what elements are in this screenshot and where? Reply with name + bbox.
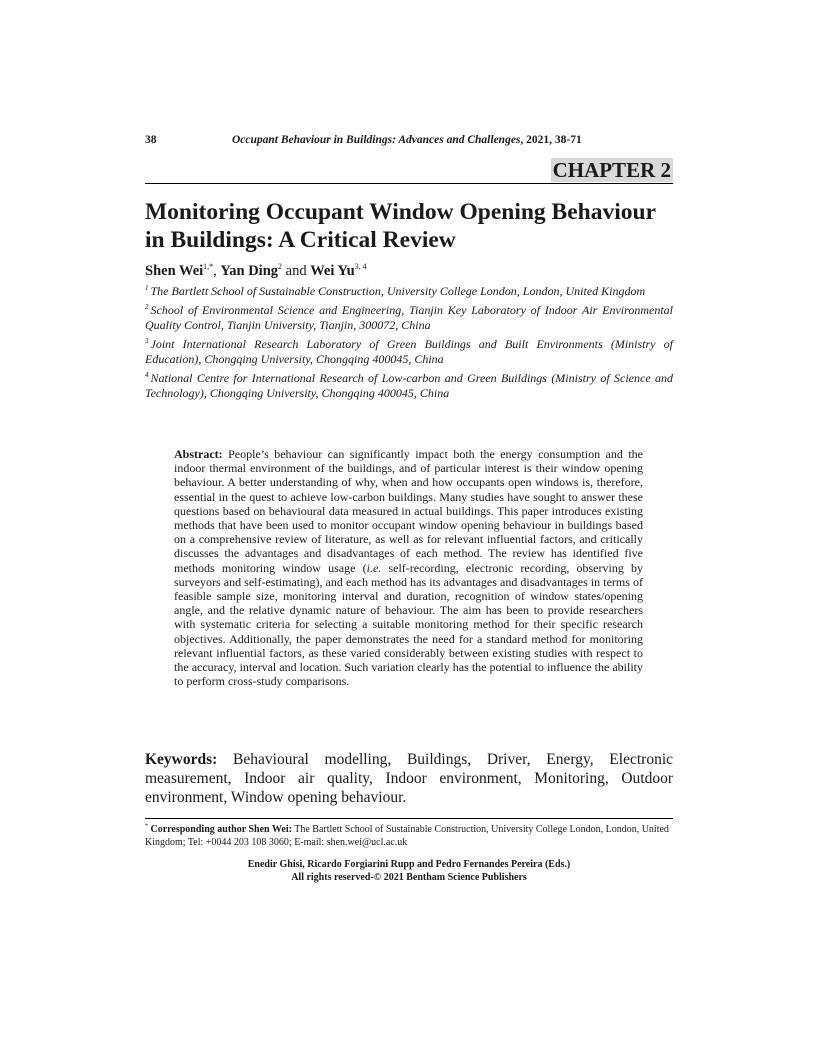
- affiliation-number: 4: [145, 370, 149, 379]
- keywords-text: Behavioural modelling, Buildings, Driver, Energy, Electronic measurement, Indoor air quality, Indoor environment, Monitoring, Outdoor environment, Window opening behaviour.: [145, 751, 673, 806]
- affiliation-text: Joint International Research Laboratory of Green Buildings and Built Environments (Ministry of Education), Chongqing University, Chongqing 400045, China: [145, 336, 673, 366]
- journal-year-pages: , 2021, 38-71: [520, 134, 582, 146]
- abstract: [174, 447, 643, 688]
- author-list: [145, 262, 673, 280]
- author-name: Shen Wei: [145, 263, 204, 279]
- affiliation-text: The Bartlett School of Sustainable Construction, University College London, London, United Kingdom: [150, 284, 646, 298]
- publisher-info: [145, 858, 673, 884]
- journal-citation: [232, 134, 582, 146]
- editors-line: Enedir Ghisi, Ricardo Forgiarini Rupp and Pedro Fernandes Pereira (Eds.): [247, 859, 571, 870]
- footnote-label: Corresponding author Shen Wei:: [148, 824, 292, 835]
- affiliation-list: [145, 284, 673, 405]
- author-affiliation-mark: 2: [278, 262, 283, 272]
- author-separator: ,: [213, 263, 221, 279]
- affiliation-text: National Centre for International Research of Low-carbon and Green Buildings (Ministry of Science and Technology), Chongqing University, Chongqing 400045, China: [145, 370, 673, 400]
- abstract-text: People’s behaviour can significantly impact both the energy consumption and the indoor thermal environment of the buildings, and of particular interest is their window opening behaviour. A better understanding of why, when and how occupants open windows is, therefore, essential in the quest to achieve low-carbon buildings. Many studies have sought to answer these questions based on behavioural data measured in actual buildings. This paper introduces existing methods that have been used to monitor occupant window opening behaviour in buildings based on a comprehensive review of literature, as well as for relevant influential factors, and critically discusses the advantages and disadvantages of each method. The review has identified five methods monitoring window usage (: [174, 447, 643, 575]
- affiliation: [145, 284, 673, 300]
- chapter-divider: [145, 183, 673, 184]
- footnote-mark: *: [145, 823, 148, 830]
- corresponding-author-footnote: [145, 823, 673, 849]
- footnote-text: The Bartlett School of Sustainable Construction, University College London, London, United Kingdom; Tel: +0044 203 108 3060; E-mail: shen.wei@ucl.ac.uk: [145, 824, 669, 848]
- abstract-text-continued: self-recording, electronic recording, observing by surveyors and self-estimating), and each method has its advantages and disadvantages in terms of feasible sample size, monitoring interval and duration, recognition of window states/opening angle, and the relative dynamic nature of behaviour. The aim has been to provide researchers with systematic criteria for selecting a suitable monitoring method for their specific research objectives. Additionally, the paper demonstrates the need for a standard method for monitoring relevant influential factors, as these varied considerably between existing studies with respect to the accuracy, interval and location. Such variation clearly has the potential to influence the ability to perform cross-study comparisons.: [174, 560, 643, 689]
- affiliation: [145, 371, 673, 402]
- affiliation-text: School of Environmental Science and Engineering, Tianjin Key Laboratory of Indoor Air Environmental Quality Control, Tianjin University, Tianjin, 300072, China: [145, 302, 673, 332]
- rights-line: All rights reserved-© 2021 Bentham Science Publishers: [291, 872, 527, 883]
- author-affiliation-mark: 3, 4: [354, 262, 367, 272]
- affiliation-number: 1: [145, 284, 149, 292]
- journal-title: Occupant Behaviour in Buildings: Advances and Challenges: [232, 134, 521, 146]
- author-affiliation-mark: 1,*: [203, 262, 214, 272]
- author-name: Yan Ding: [220, 263, 279, 279]
- keywords-label: Keywords:: [145, 751, 218, 768]
- abstract-label: Abstract:: [174, 447, 223, 461]
- chapter-label: CHAPTER 2: [552, 158, 671, 182]
- abstract-italic: i.e.: [366, 560, 382, 575]
- affiliation-number: 2: [145, 302, 149, 311]
- footnote-divider: [145, 818, 673, 819]
- author-name: Wei Yu: [310, 263, 355, 279]
- paper-title: Monitoring Occupant Window Opening Behaviour in Buildings: A Critical Review: [145, 199, 656, 253]
- affiliation: [145, 337, 673, 368]
- keywords: [145, 750, 673, 807]
- page-number: 38: [145, 134, 157, 146]
- affiliation: [145, 303, 673, 334]
- affiliation-number: 3: [145, 336, 149, 345]
- author-separator: and: [282, 263, 311, 279]
